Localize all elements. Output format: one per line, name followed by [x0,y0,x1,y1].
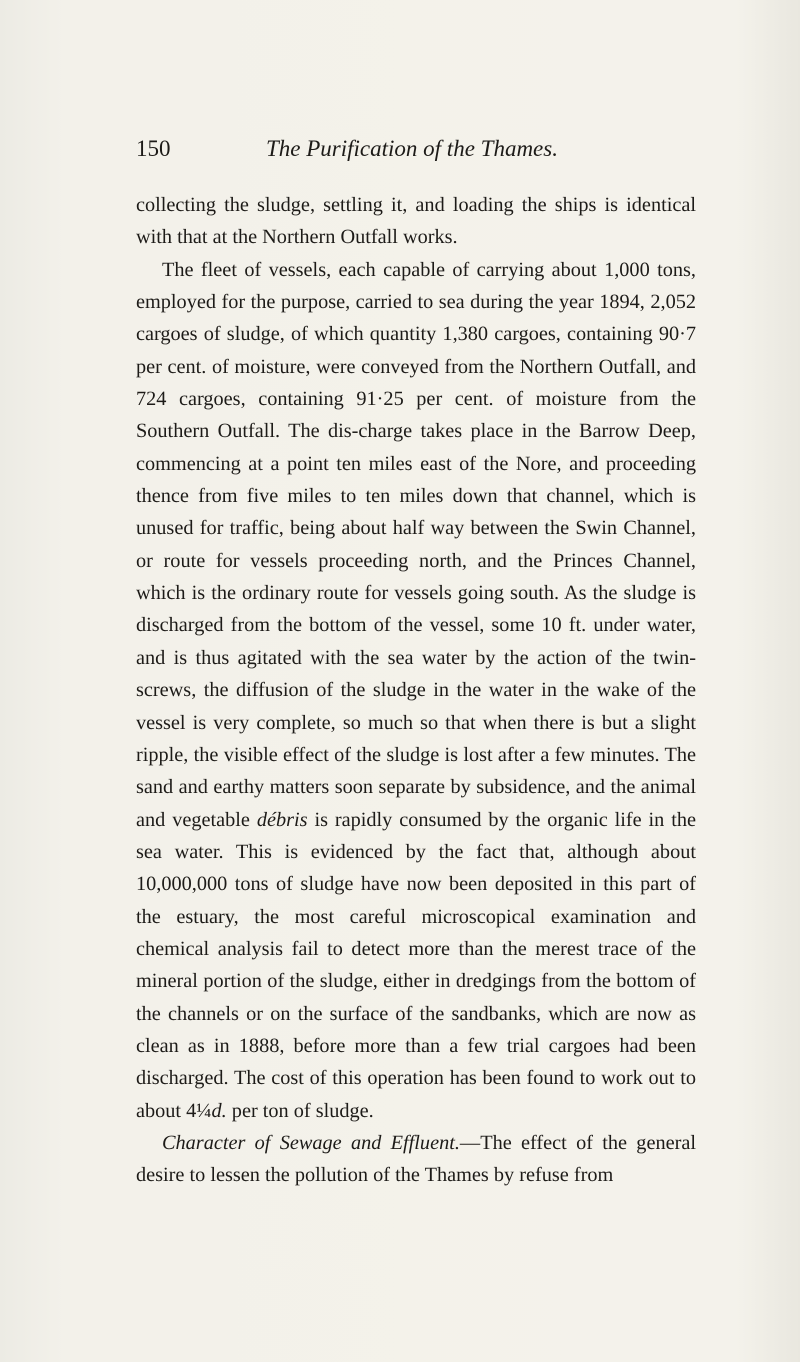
paragraph-character [136,1127,696,1192]
paragraph-text: collecting the sludge, settling it, and loading the ships is identical with that at the Northern Outfall works. [136,194,696,249]
paragraph-text-end: per ton of sludge. [231,1099,374,1122]
section-heading: Character of Sewage and Effluent. [162,1131,460,1154]
paragraph-continuation [136,189,696,254]
italic-word: débris [256,808,308,831]
running-title: The Purification of the Thames. [266,136,558,161]
paragraph-text: —The effect of the general desire to lessen the pollution of the Thames by refuse from [136,1131,696,1187]
price-value: 4¼ [186,1099,212,1122]
page-number: 150 [136,136,171,161]
paragraph-text-continued: is rapidly consumed by the organic life in the sea water. This is evidenced by the fact that, although about 10,000,000 tons of sludge have now been deposited in this part of the estuary, the most careful microscopical examination and chemical analysis fail to detect more than the merest trace of the mineral portion of the sludge, either in dredgings from the bottom of the channels or on the surface of the sandbanks, which are now as clean as in 1888, before more than a few trial cargoes had been discharged. The cost of this operation has been found to work out to about [136,808,696,1122]
body-text [136,189,696,1192]
paragraph-fleet [136,254,696,1127]
page-header [136,136,696,170]
paragraph-text: The fleet of vessels, each capable of carrying about 1,000 tons, employed for the purpose, carried to sea during the year 1894, 2,052 cargoes of sludge, of which quantity 1,380 cargoes, containing 90·7 per cent. of moisture, were conveyed from the Northern Outfall, and 724 cargoes, containing 91·25 per cent. of moisture from the Southern Outfall. The dis-charge takes place in the Barrow Deep, commencing at a point ten miles east of the Nore, and proceeding thence from five miles to ten miles down that channel, which is unused for traffic, being about half way between the Swin Channel, or route for vessels proceeding north, and the Princes Channel, which is the ordinary route for vessels going south. As the sludge is discharged from the bottom of the vessel, some 10 ft. under water, and is thus agitated with the sea water by the action of the twin-screws, the diffusion of the sludge in the water in the wake of the vessel is very complete, so much so that when there is but a slight ripple, the visible effect of the sludge is lost after a few minutes. The sand and earthy matters soon separate by subsidence, and the animal and vegetable [136,258,696,831]
price-unit: d. [211,1099,227,1122]
